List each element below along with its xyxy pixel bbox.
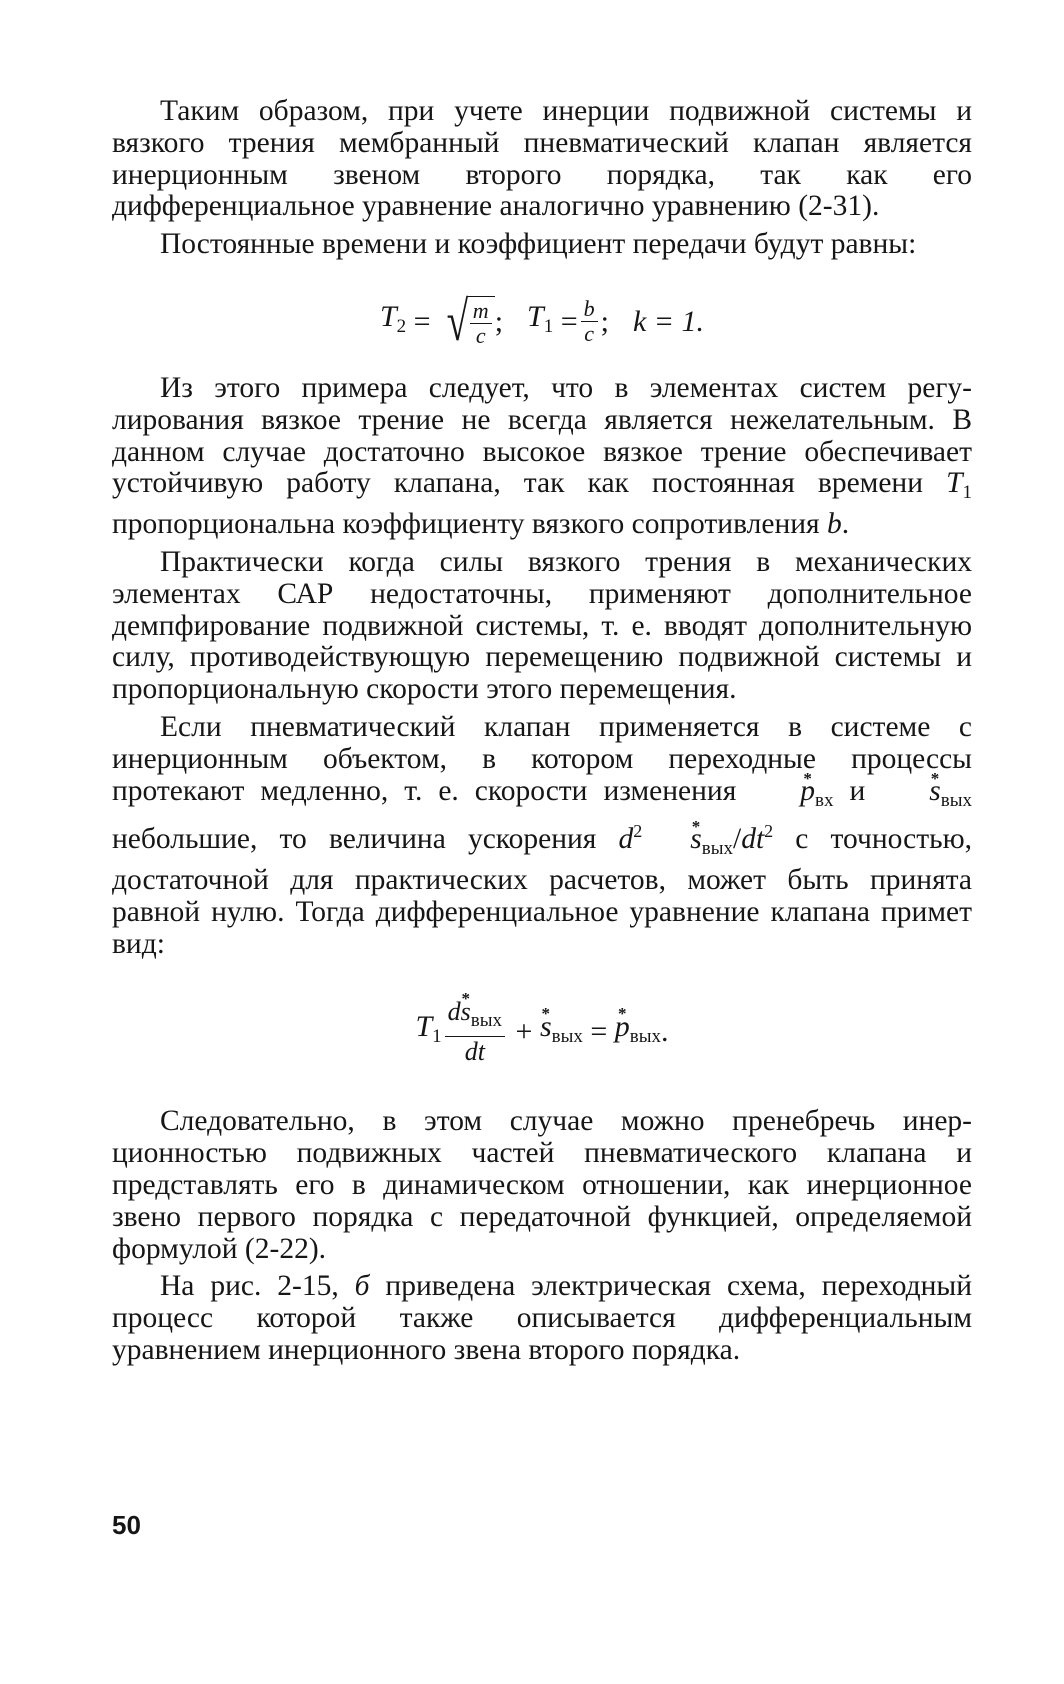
sqrt-symbol: √ $\frac{m}{c}$ <box>442 296 495 348</box>
paragraph-7: На рис. 2-15, б приведена электрическая схема, переходный процесс которой также описывается дифференциальным уравнением инерционного звена второго порядка. <box>112 1270 972 1366</box>
formula-time-constants: $T_2$ = √ $\frac{m}{c}$ ; $T_1$ = $\frac{b}{c}$ ; k = 1. <box>379 290 705 353</box>
paragraph-5: Если пневматический клапан применяется в системе с инерционным объектом, в котором переходные процессы протекают медленно, т. е. скорости изменения p $*_{вх}$ и s $*_{вых}$ небольшие, то величина ускорения $d^2$ s $*_{вых}/dt^2$ с точностью, достаточной для практических расчетов, может быть принята равной нулю. Тогда дифференциальное уравнение клапана примет вид: <box>112 712 972 960</box>
paragraph-4: Практически когда силы вязкого трения в механических элементах САР недостаточны, применяют дополнительное демпфирование подвижной системы, т. е. вводят дополнительную силу, противодействующую перемещению подвижной системы и пропорциональную скорости этого перемещения. <box>112 545 972 706</box>
formula-first-order: $T_1$ $\frac{ds *_{вых}}{dt}$ + s $*_{вых}$ = p $*_{вых}$ . <box>112 968 972 1096</box>
book-page <box>112 96 972 1367</box>
paragraph-6: Следовательно, в этом случае можно пренебречь инерционностью подвижных частей пневматического клапана и представлять его в динамическом отношении, как инерционное звено первого порядка с передаточной функцией, определяемой формулой (2-22). <box>112 1105 972 1265</box>
paragraph-1: Таким образом, при учете инерции подвижной системы и вязкого трения мембранный пневматический клапан является инерционным звеном второго порядка, так как его дифференциальное уравнение аналогично уравнению (2-31). <box>112 95 972 223</box>
page-number: 50 <box>112 1510 141 1540</box>
paragraph-2: Постоянные времени и коэффициент передачи будут равны: <box>160 228 917 261</box>
paragraph-3: Из этого примера следует, что в элементах систем регулирования вязкое трение не всегда является нежелательным. В данном случае достаточно высокое вязкое трение обеспечивает устойчивую работу клапана, так как постоянная времени $T_1$ пропорциональна коэффициенту вязкого сопротивления b. <box>112 371 972 541</box>
